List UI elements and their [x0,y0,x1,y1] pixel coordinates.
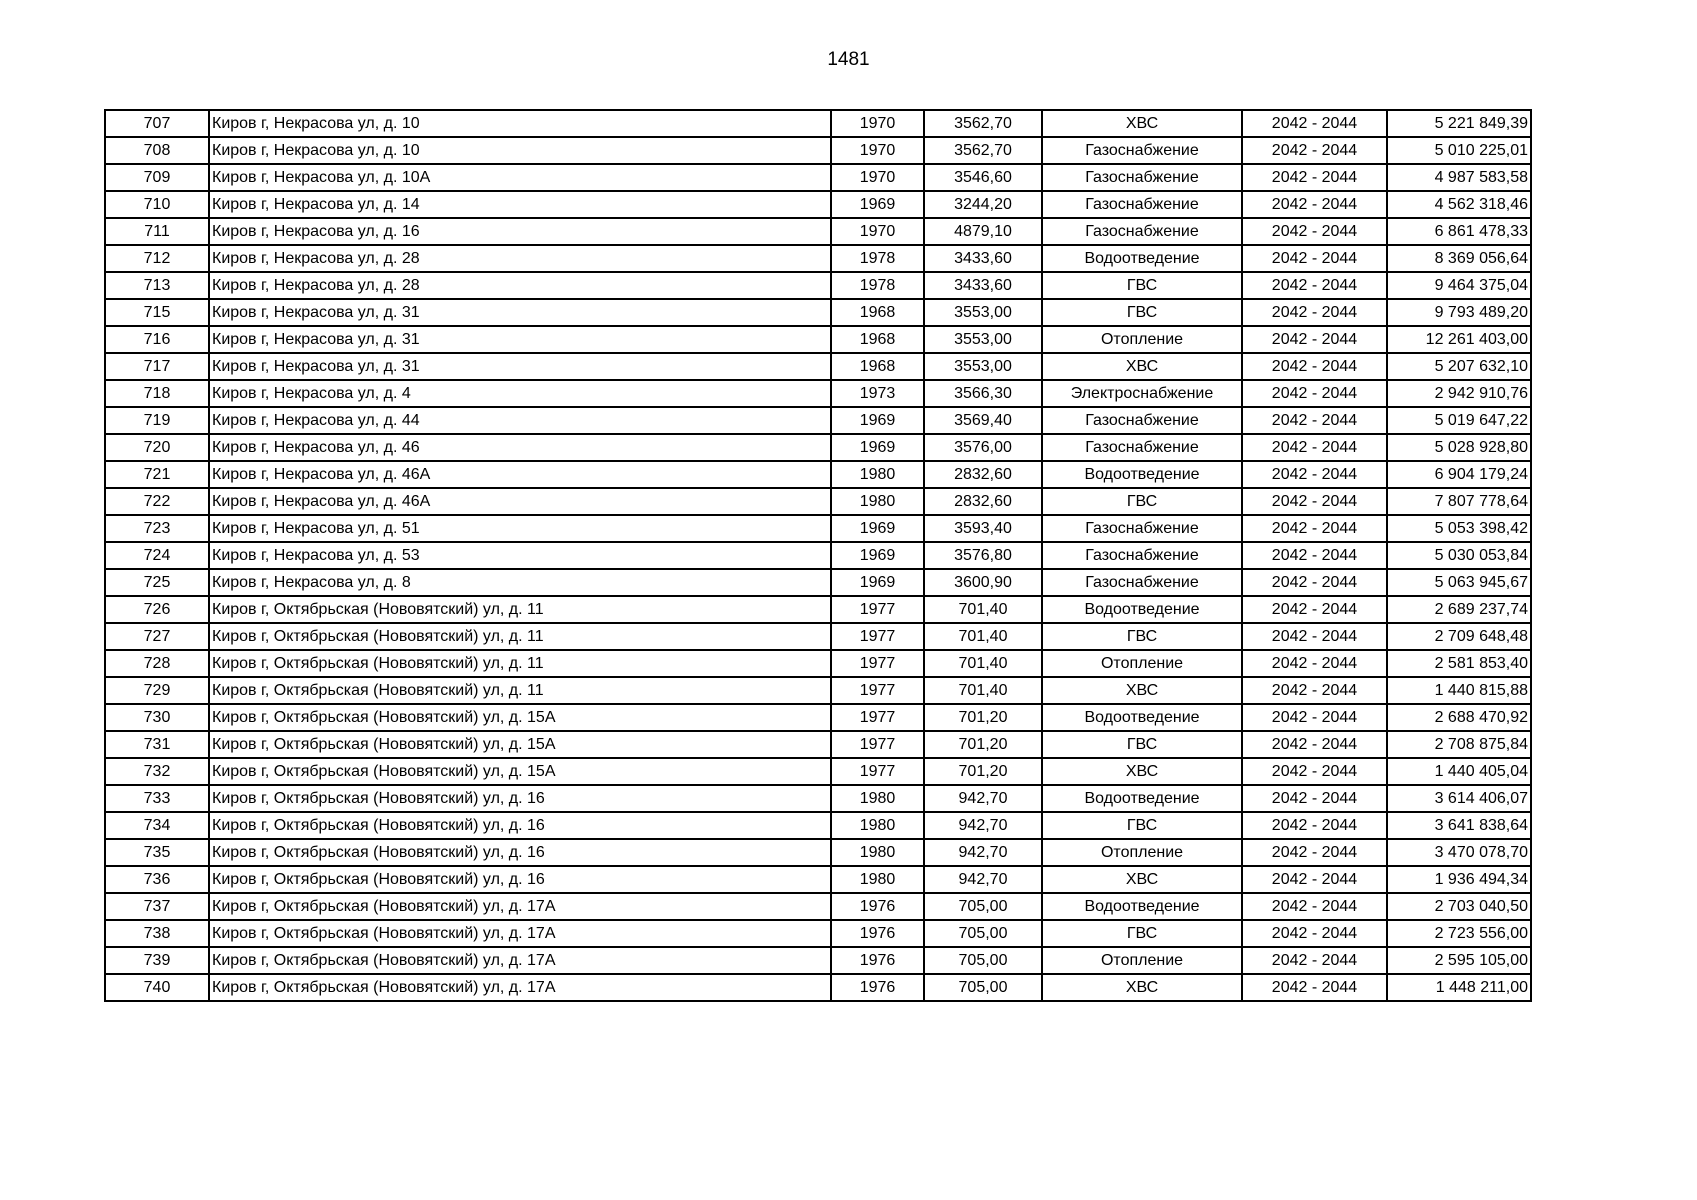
build-year-cell: 1976 [831,893,924,920]
address-cell: Киров г, Некрасова ул, д. 28 [209,245,831,272]
build-year-cell: 1980 [831,866,924,893]
row-number-cell: 708 [105,137,209,164]
table-row [105,515,1531,542]
row-number-cell: 738 [105,920,209,947]
table-row [105,218,1531,245]
build-year-cell: 1973 [831,380,924,407]
cost-cell: 3 641 838,64 [1387,812,1531,839]
table-row [105,974,1531,1001]
cost-cell: 3 614 406,07 [1387,785,1531,812]
row-number-cell: 726 [105,596,209,623]
period-cell: 2042 - 2044 [1242,137,1387,164]
build-year-cell: 1977 [831,650,924,677]
row-number-cell: 723 [105,515,209,542]
address-cell: Киров г, Некрасова ул, д. 31 [209,326,831,353]
address-cell: Киров г, Октябрьская (Нововятский) ул, д. 15А [209,704,831,731]
registry-table [104,109,1532,1002]
cost-cell: 12 261 403,00 [1387,326,1531,353]
row-number-cell: 735 [105,839,209,866]
row-number-cell: 709 [105,164,209,191]
build-year-cell: 1968 [831,353,924,380]
period-cell: 2042 - 2044 [1242,893,1387,920]
period-cell: 2042 - 2044 [1242,731,1387,758]
area-cell: 2832,60 [924,488,1042,515]
period-cell: 2042 - 2044 [1242,785,1387,812]
area-cell: 705,00 [924,974,1042,1001]
period-cell: 2042 - 2044 [1242,380,1387,407]
address-cell: Киров г, Октябрьская (Нововятский) ул, д. 17А [209,974,831,1001]
area-cell: 3576,00 [924,434,1042,461]
row-number-cell: 740 [105,974,209,1001]
area-cell: 3433,60 [924,272,1042,299]
period-cell: 2042 - 2044 [1242,515,1387,542]
row-number-cell: 719 [105,407,209,434]
row-number-cell: 730 [105,704,209,731]
table-row [105,164,1531,191]
work-type-cell: Водоотведение [1042,245,1242,272]
cost-cell: 1 936 494,34 [1387,866,1531,893]
address-cell: Киров г, Некрасова ул, д. 10 [209,137,831,164]
build-year-cell: 1969 [831,191,924,218]
build-year-cell: 1977 [831,596,924,623]
table-row [105,866,1531,893]
address-cell: Киров г, Некрасова ул, д. 53 [209,542,831,569]
table-row [105,542,1531,569]
period-cell: 2042 - 2044 [1242,218,1387,245]
work-type-cell: ХВС [1042,974,1242,1001]
period-cell: 2042 - 2044 [1242,677,1387,704]
address-cell: Киров г, Октябрьская (Нововятский) ул, д. 11 [209,677,831,704]
row-number-cell: 731 [105,731,209,758]
address-cell: Киров г, Некрасова ул, д. 10А [209,164,831,191]
build-year-cell: 1980 [831,839,924,866]
area-cell: 4879,10 [924,218,1042,245]
cost-cell: 1 440 405,04 [1387,758,1531,785]
cost-cell: 2 581 853,40 [1387,650,1531,677]
build-year-cell: 1977 [831,623,924,650]
table-row [105,758,1531,785]
row-number-cell: 739 [105,947,209,974]
table-row [105,704,1531,731]
cost-cell: 9 793 489,20 [1387,299,1531,326]
period-cell: 2042 - 2044 [1242,407,1387,434]
address-cell: Киров г, Октябрьская (Нововятский) ул, д. 17А [209,947,831,974]
build-year-cell: 1970 [831,164,924,191]
area-cell: 942,70 [924,866,1042,893]
address-cell: Киров г, Октябрьская (Нововятский) ул, д. 16 [209,812,831,839]
row-number-cell: 713 [105,272,209,299]
cost-cell: 4 987 583,58 [1387,164,1531,191]
period-cell: 2042 - 2044 [1242,839,1387,866]
row-number-cell: 733 [105,785,209,812]
table-row [105,893,1531,920]
table-row [105,245,1531,272]
area-cell: 3593,40 [924,515,1042,542]
address-cell: Киров г, Некрасова ул, д. 46А [209,488,831,515]
row-number-cell: 710 [105,191,209,218]
cost-cell: 5 063 945,67 [1387,569,1531,596]
area-cell: 701,20 [924,758,1042,785]
area-cell: 3600,90 [924,569,1042,596]
period-cell: 2042 - 2044 [1242,326,1387,353]
address-cell: Киров г, Некрасова ул, д. 8 [209,569,831,596]
table-row [105,623,1531,650]
period-cell: 2042 - 2044 [1242,569,1387,596]
address-cell: Киров г, Октябрьская (Нововятский) ул, д. 11 [209,596,831,623]
cost-cell: 2 709 648,48 [1387,623,1531,650]
row-number-cell: 728 [105,650,209,677]
table-row [105,488,1531,515]
cost-cell: 7 807 778,64 [1387,488,1531,515]
address-cell: Киров г, Некрасова ул, д. 10 [209,110,831,137]
address-cell: Киров г, Октябрьская (Нововятский) ул, д. 15А [209,758,831,785]
address-cell: Киров г, Некрасова ул, д. 51 [209,515,831,542]
cost-cell: 8 369 056,64 [1387,245,1531,272]
cost-cell: 1 448 211,00 [1387,974,1531,1001]
table-row [105,272,1531,299]
address-cell: Киров г, Некрасова ул, д. 31 [209,299,831,326]
period-cell: 2042 - 2044 [1242,191,1387,218]
address-cell: Киров г, Некрасова ул, д. 31 [209,353,831,380]
table-row [105,326,1531,353]
work-type-cell: Водоотведение [1042,704,1242,731]
work-type-cell: ХВС [1042,677,1242,704]
period-cell: 2042 - 2044 [1242,866,1387,893]
work-type-cell: Водоотведение [1042,785,1242,812]
address-cell: Киров г, Октябрьская (Нововятский) ул, д. 11 [209,623,831,650]
period-cell: 2042 - 2044 [1242,920,1387,947]
address-cell: Киров г, Октябрьская (Нововятский) ул, д. 15А [209,731,831,758]
build-year-cell: 1969 [831,542,924,569]
table-row [105,353,1531,380]
work-type-cell: Газоснабжение [1042,434,1242,461]
period-cell: 2042 - 2044 [1242,704,1387,731]
cost-cell: 5 053 398,42 [1387,515,1531,542]
build-year-cell: 1976 [831,947,924,974]
cost-cell: 5 207 632,10 [1387,353,1531,380]
work-type-cell: ГВС [1042,272,1242,299]
row-number-cell: 732 [105,758,209,785]
period-cell: 2042 - 2044 [1242,758,1387,785]
row-number-cell: 724 [105,542,209,569]
page-number: 1481 [827,49,870,70]
build-year-cell: 1977 [831,704,924,731]
build-year-cell: 1968 [831,299,924,326]
work-type-cell: Газоснабжение [1042,137,1242,164]
address-cell: Киров г, Некрасова ул, д. 46А [209,461,831,488]
row-number-cell: 725 [105,569,209,596]
address-cell: Киров г, Октябрьская (Нововятский) ул, д. 11 [209,650,831,677]
area-cell: 3562,70 [924,137,1042,164]
build-year-cell: 1978 [831,245,924,272]
row-number-cell: 716 [105,326,209,353]
work-type-cell: ГВС [1042,299,1242,326]
build-year-cell: 1970 [831,110,924,137]
cost-cell: 5 010 225,01 [1387,137,1531,164]
area-cell: 3546,60 [924,164,1042,191]
address-cell: Киров г, Некрасова ул, д. 44 [209,407,831,434]
work-type-cell: Водоотведение [1042,461,1242,488]
work-type-cell: Электроснабжение [1042,380,1242,407]
work-type-cell: ХВС [1042,353,1242,380]
table-row [105,299,1531,326]
period-cell: 2042 - 2044 [1242,272,1387,299]
address-cell: Киров г, Октябрьская (Нововятский) ул, д. 16 [209,785,831,812]
period-cell: 2042 - 2044 [1242,623,1387,650]
period-cell: 2042 - 2044 [1242,947,1387,974]
table-row [105,650,1531,677]
cost-cell: 6 904 179,24 [1387,461,1531,488]
period-cell: 2042 - 2044 [1242,353,1387,380]
period-cell: 2042 - 2044 [1242,542,1387,569]
row-number-cell: 721 [105,461,209,488]
row-number-cell: 707 [105,110,209,137]
period-cell: 2042 - 2044 [1242,299,1387,326]
area-cell: 3576,80 [924,542,1042,569]
row-number-cell: 720 [105,434,209,461]
period-cell: 2042 - 2044 [1242,110,1387,137]
area-cell: 705,00 [924,947,1042,974]
row-number-cell: 715 [105,299,209,326]
area-cell: 3244,20 [924,191,1042,218]
table-row [105,596,1531,623]
area-cell: 2832,60 [924,461,1042,488]
cost-cell: 2 708 875,84 [1387,731,1531,758]
table-row [105,434,1531,461]
work-type-cell: Газоснабжение [1042,218,1242,245]
area-cell: 3566,30 [924,380,1042,407]
row-number-cell: 736 [105,866,209,893]
registry-table-body [105,110,1531,1001]
row-number-cell: 711 [105,218,209,245]
period-cell: 2042 - 2044 [1242,650,1387,677]
address-cell: Киров г, Некрасова ул, д. 46 [209,434,831,461]
period-cell: 2042 - 2044 [1242,245,1387,272]
work-type-cell: Водоотведение [1042,893,1242,920]
row-number-cell: 722 [105,488,209,515]
build-year-cell: 1978 [831,272,924,299]
table-row [105,569,1531,596]
row-number-cell: 734 [105,812,209,839]
work-type-cell: Газоснабжение [1042,191,1242,218]
work-type-cell: Отопление [1042,947,1242,974]
cost-cell: 5 221 849,39 [1387,110,1531,137]
work-type-cell: Газоснабжение [1042,569,1242,596]
address-cell: Киров г, Некрасова ул, д. 28 [209,272,831,299]
period-cell: 2042 - 2044 [1242,812,1387,839]
build-year-cell: 1976 [831,920,924,947]
area-cell: 701,40 [924,596,1042,623]
build-year-cell: 1969 [831,434,924,461]
period-cell: 2042 - 2044 [1242,596,1387,623]
area-cell: 701,40 [924,677,1042,704]
area-cell: 3433,60 [924,245,1042,272]
cost-cell: 5 019 647,22 [1387,407,1531,434]
work-type-cell: Газоснабжение [1042,164,1242,191]
row-number-cell: 727 [105,623,209,650]
cost-cell: 2 942 910,76 [1387,380,1531,407]
area-cell: 701,20 [924,731,1042,758]
area-cell: 3562,70 [924,110,1042,137]
area-cell: 3553,00 [924,353,1042,380]
cost-cell: 2 723 556,00 [1387,920,1531,947]
cost-cell: 2 595 105,00 [1387,947,1531,974]
work-type-cell: Отопление [1042,839,1242,866]
work-type-cell: Отопление [1042,326,1242,353]
row-number-cell: 737 [105,893,209,920]
cost-cell: 4 562 318,46 [1387,191,1531,218]
cost-cell: 9 464 375,04 [1387,272,1531,299]
table-row [105,407,1531,434]
build-year-cell: 1970 [831,218,924,245]
area-cell: 701,20 [924,704,1042,731]
build-year-cell: 1980 [831,785,924,812]
table-row [105,947,1531,974]
work-type-cell: ГВС [1042,812,1242,839]
build-year-cell: 1977 [831,731,924,758]
work-type-cell: ГВС [1042,623,1242,650]
work-type-cell: ХВС [1042,758,1242,785]
address-cell: Киров г, Некрасова ул, д. 16 [209,218,831,245]
period-cell: 2042 - 2044 [1242,434,1387,461]
table-row [105,920,1531,947]
period-cell: 2042 - 2044 [1242,164,1387,191]
address-cell: Киров г, Октябрьская (Нововятский) ул, д. 16 [209,839,831,866]
area-cell: 3553,00 [924,326,1042,353]
cost-cell: 3 470 078,70 [1387,839,1531,866]
table-row [105,461,1531,488]
build-year-cell: 1980 [831,461,924,488]
area-cell: 701,40 [924,650,1042,677]
table-row [105,677,1531,704]
table-row [105,110,1531,137]
cost-cell: 2 689 237,74 [1387,596,1531,623]
build-year-cell: 1969 [831,407,924,434]
work-type-cell: Газоснабжение [1042,542,1242,569]
address-cell: Киров г, Некрасова ул, д. 14 [209,191,831,218]
cost-cell: 2 688 470,92 [1387,704,1531,731]
work-type-cell: Газоснабжение [1042,515,1242,542]
build-year-cell: 1969 [831,569,924,596]
work-type-cell: ГВС [1042,920,1242,947]
work-type-cell: ГВС [1042,488,1242,515]
build-year-cell: 1977 [831,677,924,704]
period-cell: 2042 - 2044 [1242,974,1387,1001]
cost-cell: 5 030 053,84 [1387,542,1531,569]
area-cell: 3569,40 [924,407,1042,434]
table-row [105,839,1531,866]
build-year-cell: 1969 [831,515,924,542]
row-number-cell: 717 [105,353,209,380]
table-row [105,380,1531,407]
table-row [105,731,1531,758]
period-cell: 2042 - 2044 [1242,488,1387,515]
area-cell: 701,40 [924,623,1042,650]
area-cell: 705,00 [924,893,1042,920]
work-type-cell: ХВС [1042,110,1242,137]
work-type-cell: Водоотведение [1042,596,1242,623]
area-cell: 705,00 [924,920,1042,947]
cost-cell: 1 440 815,88 [1387,677,1531,704]
address-cell: Киров г, Октябрьская (Нововятский) ул, д. 16 [209,866,831,893]
build-year-cell: 1980 [831,488,924,515]
address-cell: Киров г, Октябрьская (Нововятский) ул, д. 17А [209,893,831,920]
work-type-cell: Газоснабжение [1042,407,1242,434]
row-number-cell: 718 [105,380,209,407]
period-cell: 2042 - 2044 [1242,461,1387,488]
table-row [105,812,1531,839]
work-type-cell: ГВС [1042,731,1242,758]
build-year-cell: 1968 [831,326,924,353]
work-type-cell: ХВС [1042,866,1242,893]
build-year-cell: 1980 [831,812,924,839]
area-cell: 942,70 [924,785,1042,812]
table-row [105,137,1531,164]
row-number-cell: 712 [105,245,209,272]
address-cell: Киров г, Некрасова ул, д. 4 [209,380,831,407]
cost-cell: 5 028 928,80 [1387,434,1531,461]
build-year-cell: 1976 [831,974,924,1001]
area-cell: 942,70 [924,812,1042,839]
table-row [105,191,1531,218]
cost-cell: 6 861 478,33 [1387,218,1531,245]
area-cell: 3553,00 [924,299,1042,326]
work-type-cell: Отопление [1042,650,1242,677]
table-row [105,785,1531,812]
row-number-cell: 729 [105,677,209,704]
area-cell: 942,70 [924,839,1042,866]
build-year-cell: 1977 [831,758,924,785]
address-cell: Киров г, Октябрьская (Нововятский) ул, д. 17А [209,920,831,947]
build-year-cell: 1970 [831,137,924,164]
cost-cell: 2 703 040,50 [1387,893,1531,920]
